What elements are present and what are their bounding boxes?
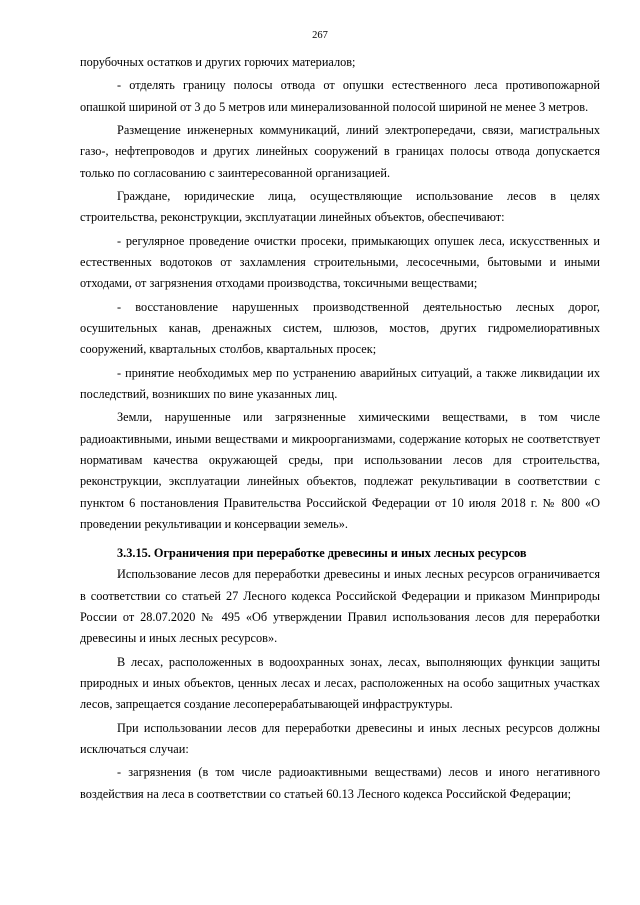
paragraph: - регулярное проведение очистки просеки, примыкающих опушек леса, искусственных и естественных водотоков от захламления строительными, лесосечными, бытовыми и иными отходами, от загрязнения отходами производства, токсичными веществами; xyxy=(80,233,600,291)
paragraph: порубочных остатков и других горючих материалов; xyxy=(80,55,356,69)
paragraph: Использование лесов для переработки древесины и иных лесных ресурсов ограничивается в соответствии со статьей 27 Лесного кодекса Российской Федерации и приказом Минприроды России от 28.07.2020 № 495 «Об утверждении Правил использования лесов для переработки древесины и иных лесных ресурсов». xyxy=(80,567,600,646)
paragraph: - принятие необходимых мер по устранению аварийных ситуаций, а также ликвидации их последствий, возникших по вине указанных лиц. xyxy=(80,365,600,402)
paragraph: Граждане, юридические лица, осуществляющие использование лесов в целях строительства, реконструкции, эксплуатации линейных объектов, обеспечивают: xyxy=(80,189,600,225)
page-number: 267 xyxy=(312,30,328,41)
paragraph: В лесах, расположенных в водоохранных зонах, лесах, выполняющих функции защиты природных и иных объектов, ценных лесах и лесах, расположенных на особо защитных участках лесов, запрещается создание лесоперерабатывающей инфраструктуры. xyxy=(80,654,600,712)
paragraph: При использовании лесов для переработки древесины и иных лесных ресурсов должны исключаться случаи: xyxy=(80,720,600,757)
paragraph: Земли, нарушенные или загрязненные химическими веществами, в том числе радиоактивными, иными веществами и микроорганизмами, содержание которых не соответствует нормативам качества окружающей среды, при использовании лесов для строительства, реконструкции, эксплуатации линейных объектов, подлежат рекультивации в соответствии с пунктом 6 постановления Правительства Российской Федерации от 10 июля 2018 г. № 800 «О проведении рекультивации и консервации земель». xyxy=(80,410,600,531)
paragraph: Размещение инженерных коммуникаций, линий электропередачи, связи, магистральных газо-, нефтепроводов и других линейных сооружений в границах полосы отвода допускается только по согласованию с заинтересованной организацией. xyxy=(80,123,600,180)
section-heading: 3.3.15. Ограничения при переработке древесины и иных лесных ресурсов xyxy=(117,546,527,561)
paragraph: - загрязнения (в том числе радиоактивными веществами) лесов и иного негативного воздействия на леса в соответствии со статьей 60.13 Лесного кодекса Российской Федерации; xyxy=(80,765,600,801)
page-content xyxy=(80,52,600,807)
paragraph: - восстановление нарушенных производственной деятельностью лесных дорог, осушительных канав, дренажных систем, шлюзов, мостов, других гидромелиоративных сооружений, квартальных столбов, квартальных просек; xyxy=(80,299,600,357)
paragraph: - отделять границу полосы отвода от опушки естественного леса противопожарной опашкой шириной от 3 до 5 метров или минерализованной полосой шириной не менее 3 метров. xyxy=(80,78,600,114)
